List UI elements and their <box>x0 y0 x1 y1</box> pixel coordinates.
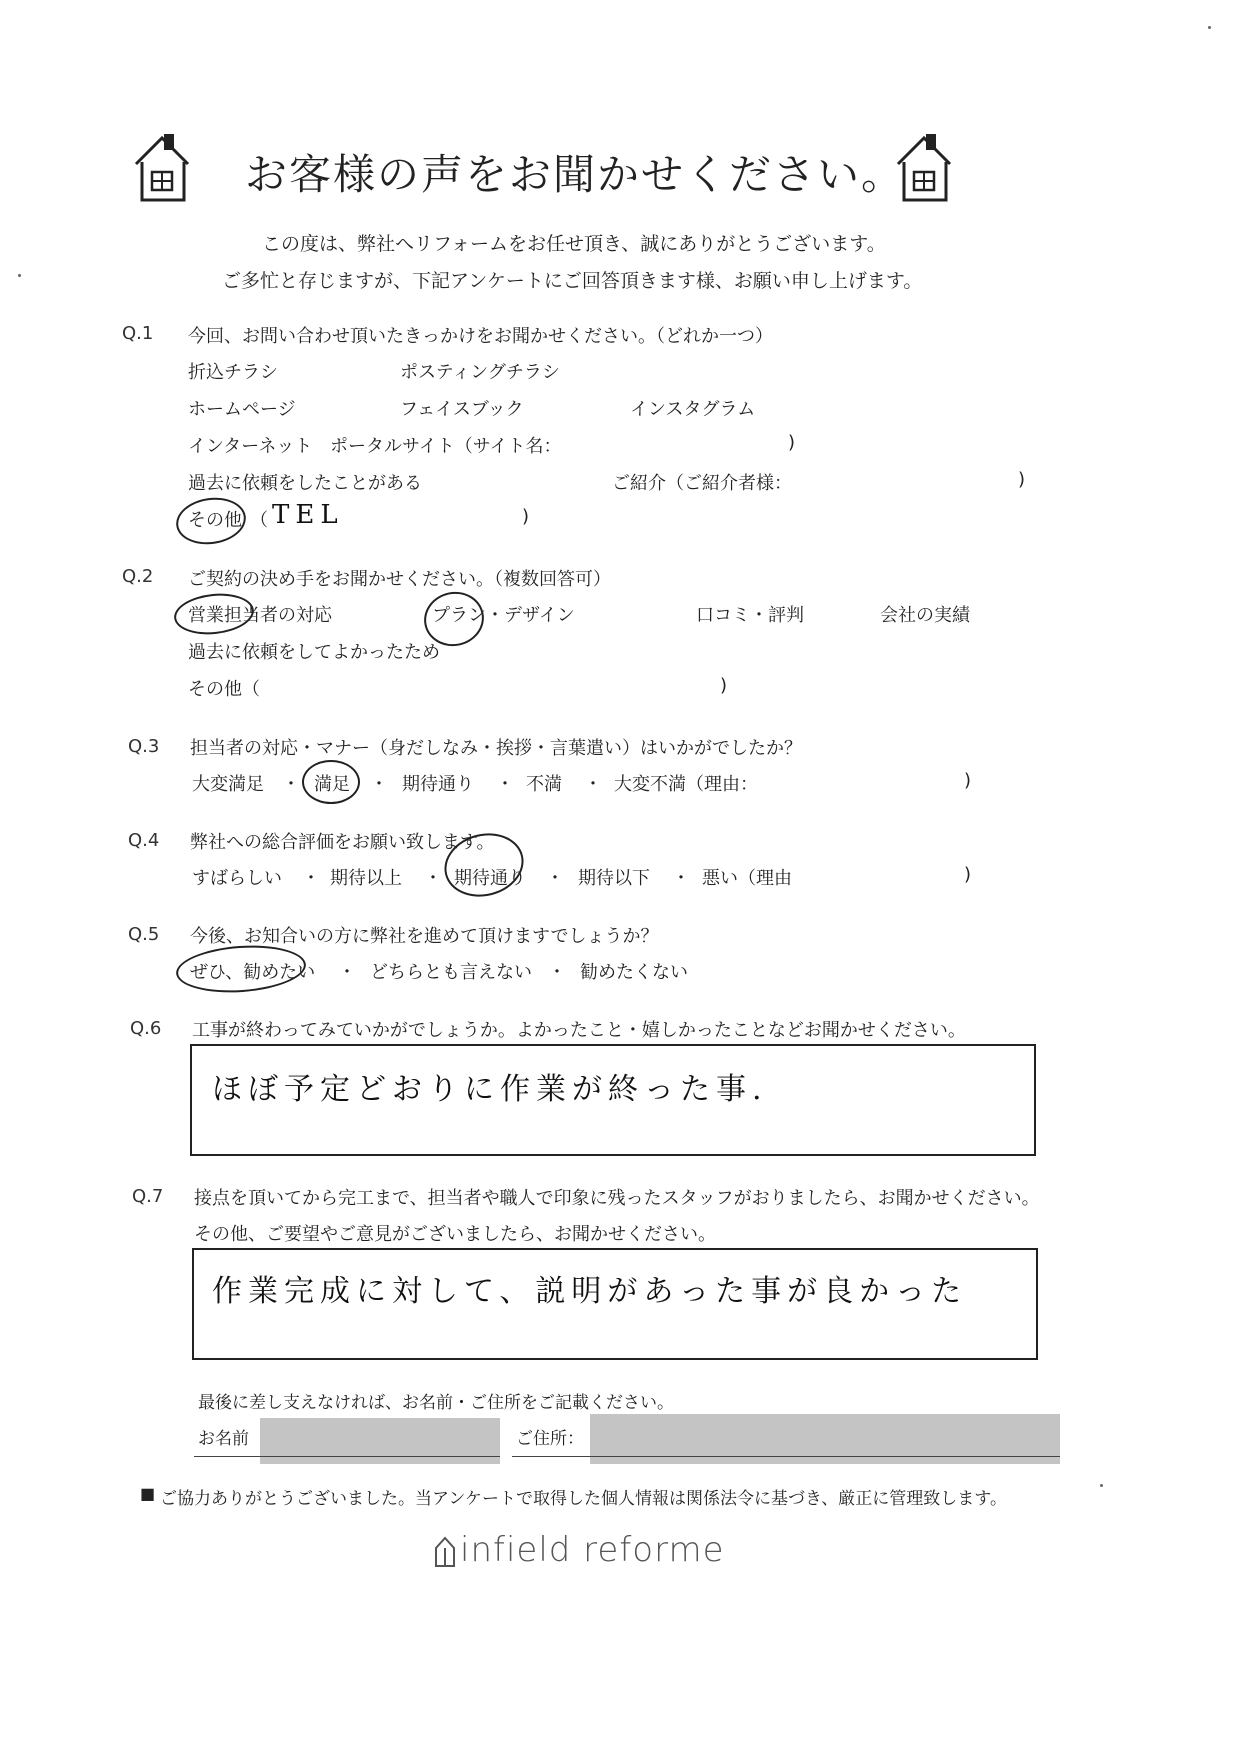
q3-reason-close: ) <box>964 770 972 791</box>
q1-other-handwritten: TEL <box>272 500 344 530</box>
q5-option-no[interactable]: 勧めたくない <box>580 962 688 983</box>
name-field-redacted[interactable] <box>260 1418 500 1464</box>
q3-sep-4: ・ <box>584 774 602 795</box>
q7-number: Q.7 <box>132 1186 164 1207</box>
scan-speck <box>1100 1484 1103 1487</box>
q4-sep-1: ・ <box>302 868 320 889</box>
q2-question: ご契約の決め手をお聞かせください。（複数回答可） <box>188 569 611 590</box>
logo-house-icon <box>433 1534 457 1568</box>
q2-other-close: ) <box>720 675 728 696</box>
scan-speck <box>18 274 21 277</box>
q3-sep-3: ・ <box>496 774 514 795</box>
q2-option-other[interactable]: その他（ <box>188 679 260 700</box>
address-underline <box>512 1456 1060 1457</box>
name-underline <box>194 1456 500 1457</box>
q1-option-orikomi[interactable]: 折込チラシ <box>188 362 278 383</box>
q6-question: 工事が終わってみていかがでしょうか。よかったこと・嬉しかったことなどお聞かせください。 <box>192 1020 966 1041</box>
q7-question-1: 接点を頂いてから完工まで、担当者や職人で印象に残ったスタッフがおりましたら、お聞かせください。 <box>194 1188 1040 1209</box>
q3-option-dissatisfied[interactable]: 不満 <box>526 774 562 795</box>
q1-option-other[interactable]: その他 <box>188 510 242 531</box>
q1-option-referral[interactable]: ご紹介（ご紹介者様： <box>612 473 792 494</box>
scan-speck <box>1208 26 1211 29</box>
q3-option-very-satisfied[interactable]: 大変満足 <box>192 774 264 795</box>
q3-number: Q.3 <box>128 736 160 757</box>
q4-sep-4: ・ <box>672 868 690 889</box>
q7-question-2: その他、ご要望やご意見がございましたら、お聞かせください。 <box>194 1224 716 1245</box>
q1-question: 今回、お問い合わせ頂いたきっかけをお聞かせください。（どれか一つ） <box>188 326 773 347</box>
q3-satisfied-circle <box>302 760 360 804</box>
q1-other-open: （ <box>250 510 268 531</box>
q3-sep-2: ・ <box>370 774 388 795</box>
q1-option-instagram[interactable]: インスタグラム <box>630 399 756 420</box>
q1-option-portal-site[interactable]: ポータルサイト（サイト名： <box>330 436 562 457</box>
intro-line-1: この度は、弊社へリフォームをお任せ頂き、誠にありがとうございます。 <box>262 233 886 255</box>
q5-option-definitely[interactable]: ぜひ、勧めたい <box>190 962 316 983</box>
q2-sales-rep-circle <box>172 590 256 638</box>
q1-option-posting[interactable]: ポスティングチラシ <box>400 362 560 383</box>
q4-option-below[interactable]: 期待以下 <box>578 868 650 889</box>
q1-selection-circle <box>173 493 249 548</box>
q4-sep-2: ・ <box>424 868 442 889</box>
q4-question: 弊社への総合評価をお願い致します。 <box>190 832 495 853</box>
q1-option-internet[interactable]: インターネット <box>188 436 313 457</box>
q1-portal-close: ) <box>788 432 796 453</box>
q3-question: 担当者の対応・マナー（身だしなみ・挨拶・言葉遣い）はいかがでしたか？ <box>190 738 802 759</box>
q5-question: 今後、お知合いの方に弊社を進めて頂けますでしょうか？ <box>190 926 659 947</box>
q5-number: Q.5 <box>128 924 160 945</box>
q4-number: Q.4 <box>128 830 160 851</box>
q1-number: Q.1 <box>122 323 154 344</box>
q4-option-excellent[interactable]: すばらしい <box>192 868 282 889</box>
q1-option-homepage[interactable]: ホームページ <box>188 399 296 420</box>
q1-option-facebook[interactable]: フェイスブック <box>400 399 524 420</box>
q3-option-very-dissatisfied[interactable]: 大変不満（理由： <box>614 774 758 795</box>
thanks-note: ご協力ありがとうございました。当アンケートで取得した個人情報は関係法令に基づき、厳正に管理致します。 <box>160 1489 1007 1509</box>
q4-reason-close: ) <box>964 864 972 885</box>
thanks-mark-icon: ■ <box>140 1484 156 1503</box>
house-icon-left <box>130 128 194 208</box>
name-label: お名前 <box>198 1429 249 1449</box>
q5-definitely-circle <box>175 942 308 997</box>
q4-option-above[interactable]: 期待以上 <box>330 868 402 889</box>
q4-option-bad[interactable]: 悪い（理由 <box>702 868 792 889</box>
q2-option-past-good[interactable]: 過去に依頼をしてよかったため <box>188 642 440 663</box>
q2-option-reviews[interactable]: 口コミ・評判 <box>696 605 804 626</box>
q1-referral-close: ) <box>1018 469 1026 490</box>
q4-option-as-expected[interactable]: 期待通り <box>454 868 526 889</box>
q1-option-past-client[interactable]: 過去に依頼をしたことがある <box>188 473 422 494</box>
q5-sep-1: ・ <box>338 962 356 983</box>
q2-option-track-record[interactable]: 会社の実績 <box>880 605 970 626</box>
q1-other-close: ) <box>522 506 530 527</box>
q6-answer-handwritten: ほぼ予定どおりに作業が終った事. <box>212 1072 768 1107</box>
q7-answer-handwritten: 作業完成に対して、説明があった事が良かった <box>212 1274 968 1309</box>
page-title: お客様の声をお聞かせください。 <box>245 150 906 199</box>
q3-option-satisfied[interactable]: 満足 <box>314 774 350 795</box>
q3-option-as-expected[interactable]: 期待通り <box>402 774 474 795</box>
q2-option-sales-rep[interactable]: 営業担当者の対応 <box>188 605 332 626</box>
brand-logo: infield reforme <box>460 1530 725 1570</box>
q5-option-neutral[interactable]: どちらとも言えない <box>370 962 532 983</box>
q4-sep-3: ・ <box>546 868 564 889</box>
intro-line-2: ご多忙と存じますが、下記アンケートにご回答頂きます様、お願い申し上げます。 <box>222 270 923 292</box>
q6-number: Q.6 <box>130 1018 162 1039</box>
address-label: ご住所： <box>516 1429 584 1449</box>
footer-prompt: 最後に差し支えなければ、お名前・ご住所をご記載ください。 <box>198 1393 674 1413</box>
q2-option-plan-design[interactable]: プラン・デザイン <box>432 605 575 626</box>
q5-sep-2: ・ <box>548 962 566 983</box>
q2-number: Q.2 <box>122 566 154 587</box>
q3-sep-1: ・ <box>282 774 300 795</box>
